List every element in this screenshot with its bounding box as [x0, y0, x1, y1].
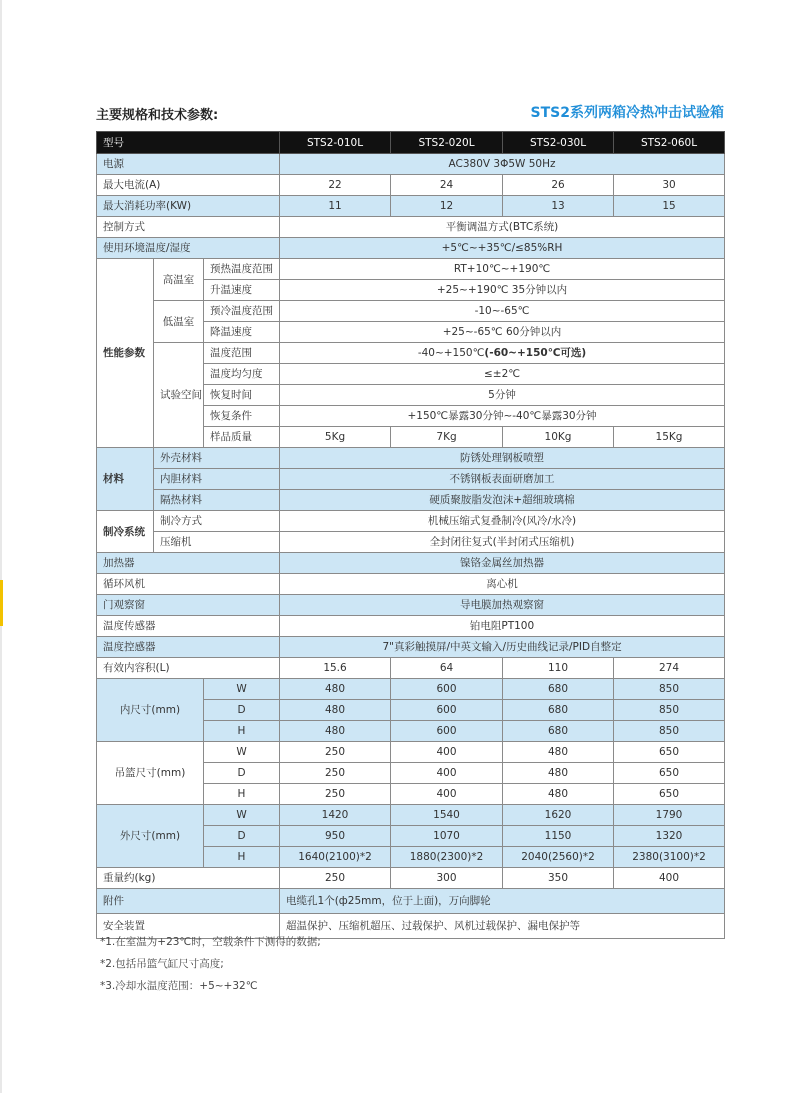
row-value: 480 — [503, 763, 614, 784]
table-row — [97, 238, 725, 259]
row-value: 650 — [614, 742, 725, 763]
row-value: 274 — [614, 658, 725, 679]
row-label: 最大电流(A) — [97, 175, 280, 196]
page-edge — [0, 0, 2, 1093]
row-value: 850 — [614, 700, 725, 721]
table-row — [97, 448, 725, 469]
row-label: 温度控感器 — [97, 637, 280, 658]
row-value: 1320 — [614, 826, 725, 847]
row-value: 机械压缩式复叠制冷(风冷/水冷) — [280, 511, 725, 532]
row-label: 附件 — [97, 889, 280, 914]
row-value: 铂电阻PT100 — [280, 616, 725, 637]
table-row — [97, 595, 725, 616]
row-value: 680 — [503, 700, 614, 721]
row-value: 11 — [280, 196, 391, 217]
row-value: 680 — [503, 721, 614, 742]
row-label: 外壳材料 — [154, 448, 280, 469]
table-row — [97, 469, 725, 490]
row-value: 850 — [614, 721, 725, 742]
row-value: 2040(2560)*2 — [503, 847, 614, 868]
row-value: 110 — [503, 658, 614, 679]
row-value: 1540 — [391, 805, 503, 826]
row-value: 400 — [391, 784, 503, 805]
row-value: 导电膜加热观察窗 — [280, 595, 725, 616]
subgroup-label: 高温室 — [154, 259, 204, 301]
row-value: 1620 — [503, 805, 614, 826]
row-label: 门观察窗 — [97, 595, 280, 616]
row-label: 预冷温度范围 — [204, 301, 280, 322]
dim-label: D — [204, 763, 280, 784]
model-cell: STS2-060L — [614, 132, 725, 154]
row-value: 250 — [280, 763, 391, 784]
row-value: 650 — [614, 784, 725, 805]
product-series-title: STS2系列两箱冷热冲击试验箱 — [530, 105, 724, 121]
row-value: 850 — [614, 679, 725, 700]
row-label: 有效内容积(L) — [97, 658, 280, 679]
row-value: 64 — [391, 658, 503, 679]
row-value: +150℃暴露30分钟~-40℃暴露30分钟 — [280, 406, 725, 427]
spec-table — [96, 131, 725, 939]
row-label: 预热温度范围 — [204, 259, 280, 280]
row-value: 650 — [614, 763, 725, 784]
row-label: 降温速度 — [204, 322, 280, 343]
row-value: 7Kg — [391, 427, 503, 448]
row-value: 30 — [614, 175, 725, 196]
row-value: 250 — [280, 742, 391, 763]
dim-label: W — [204, 742, 280, 763]
group-label: 材料 — [97, 448, 154, 511]
row-label: 内胆材料 — [154, 469, 280, 490]
row-value: 2380(3100)*2 — [614, 847, 725, 868]
row-value: 480 — [503, 784, 614, 805]
row-value: 480 — [280, 679, 391, 700]
group-label: 吊篮尺寸(mm) — [97, 742, 204, 805]
row-label: 升温速度 — [204, 280, 280, 301]
table-row — [97, 637, 725, 658]
row-label: 控制方式 — [97, 217, 280, 238]
row-value: 电缆孔1个(ф25mm，位于上面)，万向脚轮 — [280, 889, 725, 914]
row-value: +25~+190℃ 35分钟以内 — [280, 280, 725, 301]
footnotes — [100, 934, 321, 1000]
temp-range-optional: (-60~+150℃可选) — [484, 347, 587, 359]
row-value: 600 — [391, 679, 503, 700]
row-value: 400 — [614, 868, 725, 889]
row-label: 温度均匀度 — [204, 364, 280, 385]
dim-label: W — [204, 805, 280, 826]
row-value: 防锈处理钢板喷塑 — [280, 448, 725, 469]
row-value: 5Kg — [280, 427, 391, 448]
table-row — [97, 490, 725, 511]
row-value: 7"真彩触摸屏/中英文输入/历史曲线记录/PID自整定 — [280, 637, 725, 658]
model-cell: STS2-010L — [280, 132, 391, 154]
table-row — [97, 553, 725, 574]
dim-label: H — [204, 847, 280, 868]
row-value: 13 — [503, 196, 614, 217]
table-row — [97, 574, 725, 595]
row-value: 15Kg — [614, 427, 725, 448]
row-label: 恢复时间 — [204, 385, 280, 406]
footnote: *1.在室温为+23℃时，空载条件下测得的数据; — [100, 936, 321, 948]
row-value: 350 — [503, 868, 614, 889]
row-value: 离心机 — [280, 574, 725, 595]
row-label: 样品质量 — [204, 427, 280, 448]
table-row — [97, 196, 725, 217]
row-label: 压缩机 — [154, 532, 280, 553]
row-value: 1880(2300)*2 — [391, 847, 503, 868]
subgroup-label: 低温室 — [154, 301, 204, 343]
table-row — [97, 511, 725, 532]
group-label: 性能参数 — [97, 259, 154, 448]
row-value: 400 — [391, 763, 503, 784]
table-row — [97, 742, 725, 763]
row-value: 15 — [614, 196, 725, 217]
dim-label: H — [204, 721, 280, 742]
row-value: 950 — [280, 826, 391, 847]
table-row — [97, 259, 725, 280]
row-value: 480 — [503, 742, 614, 763]
temp-range-value: -40~+150℃ — [417, 347, 485, 359]
row-label: 制冷方式 — [154, 511, 280, 532]
row-value: 480 — [280, 700, 391, 721]
row-label: 隔热材料 — [154, 490, 280, 511]
table-row — [97, 217, 725, 238]
row-label: 使用环境温度/湿度 — [97, 238, 280, 259]
row-value: 600 — [391, 721, 503, 742]
table-row — [97, 679, 725, 700]
row-value: ≤±2℃ — [280, 364, 725, 385]
row-value: RT+10℃~+190℃ — [280, 259, 725, 280]
row-value: 不锈钢板表面研磨加工 — [280, 469, 725, 490]
spec-heading: 主要规格和技术参数: — [96, 108, 219, 123]
row-value: 15.6 — [280, 658, 391, 679]
row-value — [280, 343, 725, 364]
footnote: *2.包括吊篮气缸尺寸高度; — [100, 958, 224, 970]
row-value: 250 — [280, 868, 391, 889]
table-row — [97, 658, 725, 679]
row-value: 1150 — [503, 826, 614, 847]
row-value: 全封闭往复式(半封闭式压缩机) — [280, 532, 725, 553]
row-value: 250 — [280, 784, 391, 805]
table-row — [97, 616, 725, 637]
row-value: AC380V 3Φ5W 50Hz — [280, 154, 725, 175]
row-value: 1640(2100)*2 — [280, 847, 391, 868]
dim-label: W — [204, 679, 280, 700]
row-value: 24 — [391, 175, 503, 196]
row-label: 安全装置 — [97, 914, 280, 939]
row-value: 300 — [391, 868, 503, 889]
group-label: 内尺寸(mm) — [97, 679, 204, 742]
row-label: 温度传感器 — [97, 616, 280, 637]
row-label: 恢复条件 — [204, 406, 280, 427]
page-header — [96, 104, 724, 124]
row-value: 5分钟 — [280, 385, 725, 406]
row-value: 680 — [503, 679, 614, 700]
row-value: 1420 — [280, 805, 391, 826]
model-cell: STS2-030L — [503, 132, 614, 154]
row-label: 加热器 — [97, 553, 280, 574]
table-row — [97, 889, 725, 914]
row-value: 480 — [280, 721, 391, 742]
footnote: *3.冷却水温度范围：+5~+32℃ — [100, 980, 258, 992]
row-value: 1070 — [391, 826, 503, 847]
row-label: 循环风机 — [97, 574, 280, 595]
row-value: +5℃~+35℃/≤85%RH — [280, 238, 725, 259]
row-value: +25~-65℃ 60分钟以内 — [280, 322, 725, 343]
row-value: 12 — [391, 196, 503, 217]
table-row — [97, 805, 725, 826]
row-value: 硬质聚胺脂发泡沫+超细玻璃棉 — [280, 490, 725, 511]
row-label: 重量约(kg) — [97, 868, 280, 889]
group-label: 外尺寸(mm) — [97, 805, 204, 868]
row-value: 1790 — [614, 805, 725, 826]
row-value: 26 — [503, 175, 614, 196]
dim-label: H — [204, 784, 280, 805]
row-value: 超温保护、压缩机超压、过载保护、风机过载保护、漏电保护等 — [280, 914, 725, 939]
row-value: -10~-65℃ — [280, 301, 725, 322]
dim-label: D — [204, 700, 280, 721]
row-label: 最大消耗功率(KW) — [97, 196, 280, 217]
row-value: 镍铬金属丝加热器 — [280, 553, 725, 574]
row-value: 400 — [391, 742, 503, 763]
table-row — [97, 175, 725, 196]
table-row — [97, 532, 725, 553]
table-row — [97, 343, 725, 364]
table-row — [97, 868, 725, 889]
page-side-mark — [0, 580, 3, 626]
subgroup-label: 试验空间 — [154, 343, 204, 448]
dim-label: D — [204, 826, 280, 847]
model-cell: STS2-020L — [391, 132, 503, 154]
group-label: 制冷系统 — [97, 511, 154, 553]
table-header-row — [97, 132, 725, 154]
row-value: 平衡调温方式(BTC系统) — [280, 217, 725, 238]
table-row — [97, 301, 725, 322]
row-label: 电源 — [97, 154, 280, 175]
row-label: 温度范围 — [204, 343, 280, 364]
row-value: 22 — [280, 175, 391, 196]
table-row — [97, 154, 725, 175]
model-label: 型号 — [97, 132, 280, 154]
row-value: 10Kg — [503, 427, 614, 448]
row-value: 600 — [391, 700, 503, 721]
